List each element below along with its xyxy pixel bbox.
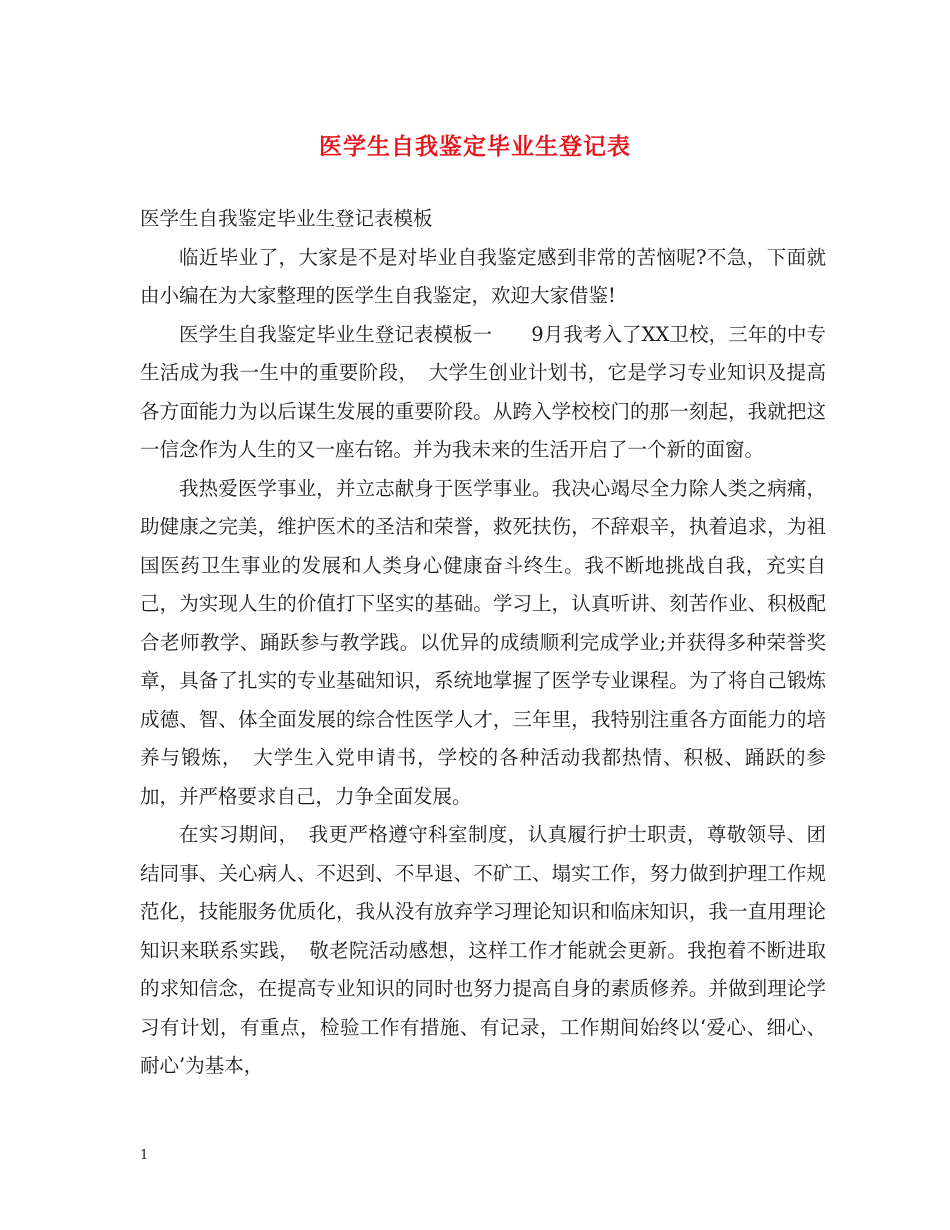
page-number: 1 bbox=[140, 1148, 149, 1163]
paragraph-intro: 临近毕业了，大家是不是对毕业自我鉴定感到非常的苦恼呢?不急，下面就由小编在为大家整理的医学生自我鉴定，欢迎大家借鉴! bbox=[140, 245, 826, 307]
paragraph-career-study: 我热爱医学事业，并立志献身于医学事业。我决心竭尽全力除人类之病痛，助健康之完美，维护医术的圣洁和荣誉，救死扶伤，不辞艰辛，执着追求，为祖国医药卫生事业的发展和人类身心健康奋斗终生。我不断地挑战自我，充实自己，为实现人生的价值打下坚实的基础。学习上，认真听讲、刻苦作业、积极配合老师教学、踊跃参与教学践。以优异的成绩顺利完成学业;并获得多种荣誉奖章，具备了扎实的专业基础知识，系统地掌握了医学专业课程。为了将自己锻炼成德、智、体全面发展的综合性医学人才，三年里，我特别注重各方面能力的培养与锻炼， 大学生入党申请书，学校的各种活动我都热情、积极、踊跃的参加，并严格要求自己，力争全面发展。 bbox=[140, 476, 826, 808]
paragraph-internship: 在实习期间， 我更严格遵守科室制度，认真履行护士职责，尊敬领导、团结同事、关心病人、不迟到、不早退、不矿工、塌实工作，努力做到护理工作规范化，技能服务优质化，我从没有放弃学习理论知识和临床知识，我一直用理论知识来联系实践， 敬老院活动感想，这样工作才能就会更新。我抱着不断进取的求知信念，在提高专业知识的同时也努力提高自身的素质修养。并做到理论学习有计划，有重点，检验工作有措施、有记录，工作期间始终以‘爱心、细心、耐心’为基本， bbox=[140, 823, 826, 1077]
document-body bbox=[140, 200, 826, 1086]
paragraph-template-one: 医学生自我鉴定毕业生登记表模板一 9月我考入了XX卫校，三年的中专生活成为我一生中的重要阶段， 大学生创业计划书，它是学习专业知识及提高各方面能力为以后谋生发展的重要阶段。从跨入学校校门的那一刻起，我就把这一信念作为人生的又一座右铭。并为我未来的生活开启了一个新的面窗。 bbox=[140, 322, 826, 461]
document-title: 医学生自我鉴定毕业生登记表 bbox=[319, 133, 631, 160]
document-subtitle: 医学生自我鉴定毕业生登记表模板 bbox=[140, 207, 433, 230]
